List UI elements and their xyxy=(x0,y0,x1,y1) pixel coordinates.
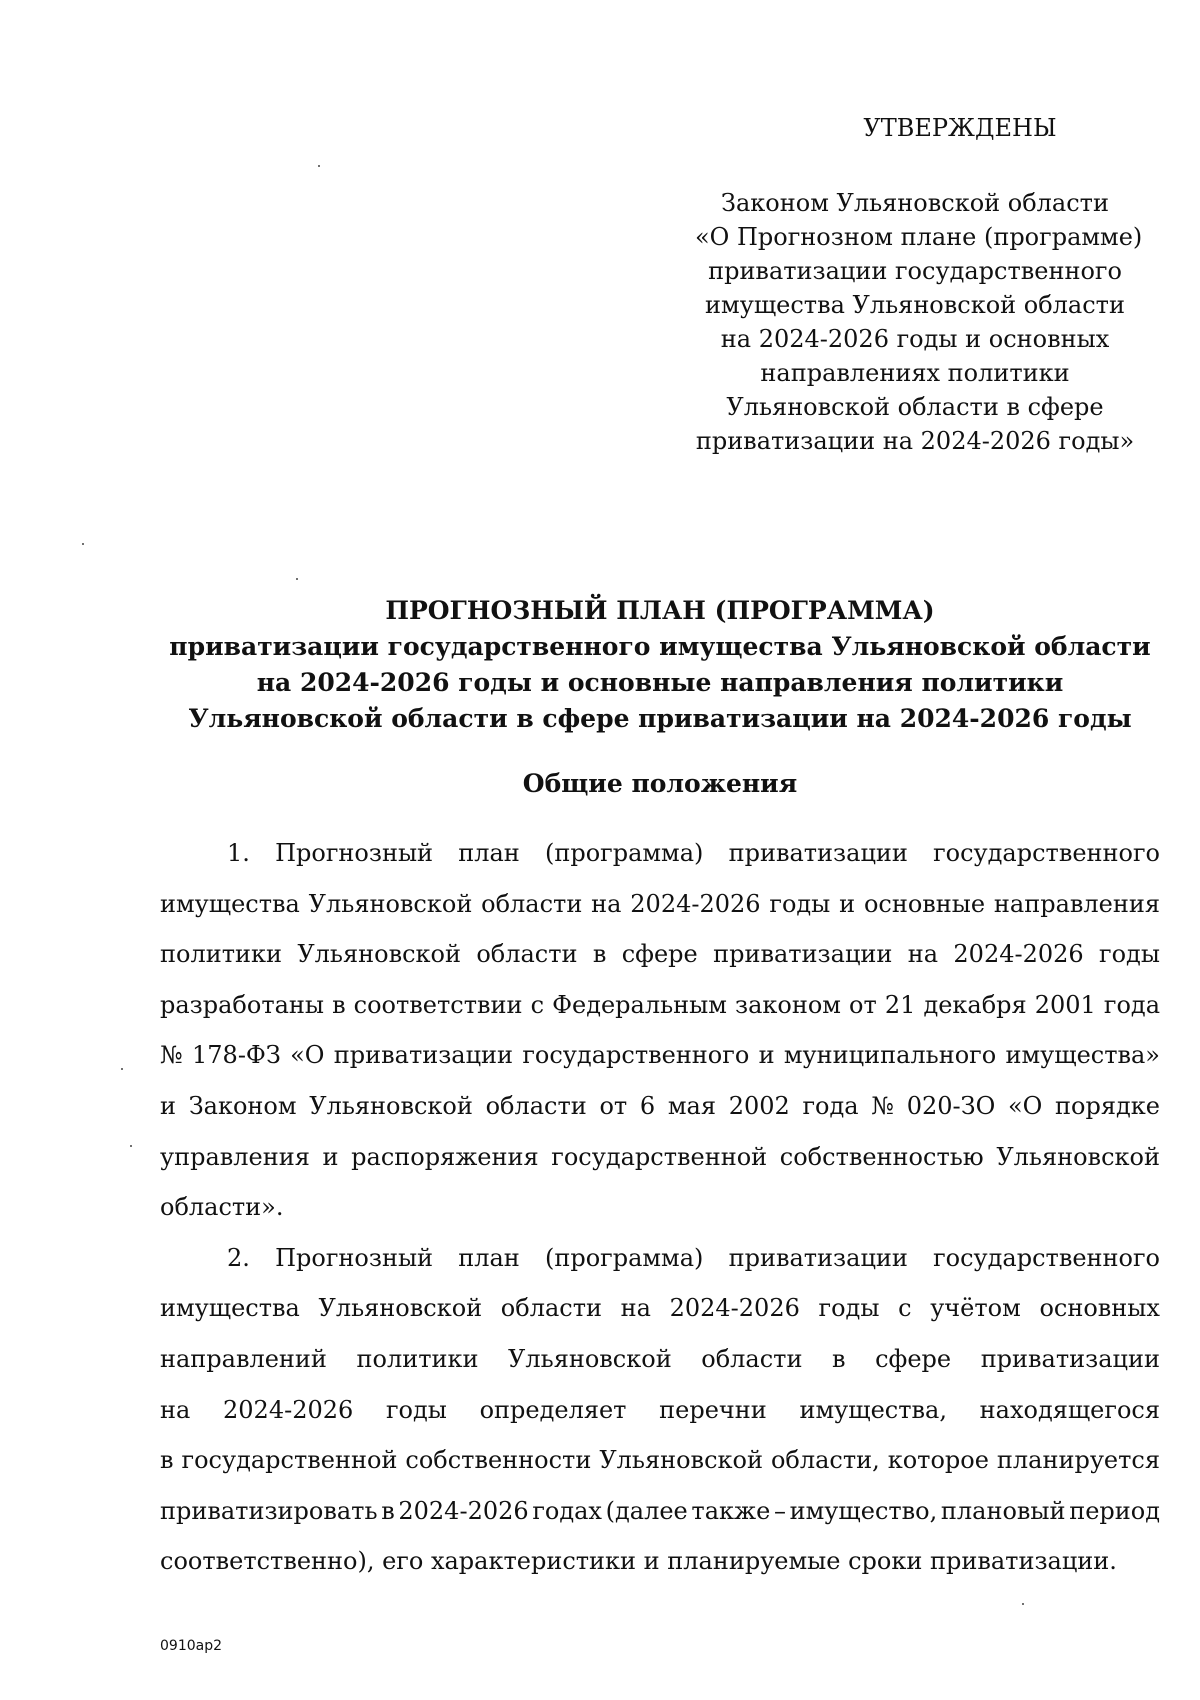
word: Ульяновской xyxy=(996,1142,1160,1171)
word: (далее xyxy=(605,1496,688,1525)
word: соответствии xyxy=(353,990,523,1019)
word: Ульяновской xyxy=(297,940,461,969)
word: годах xyxy=(532,1496,602,1525)
word: – xyxy=(773,1496,786,1525)
word: 6 xyxy=(639,1091,656,1120)
word: план xyxy=(458,1243,520,1272)
title-line: на 2024-2026 годы и основные направления политики xyxy=(256,668,1064,697)
word: 2001 xyxy=(1034,990,1096,1019)
word: приватизировать xyxy=(160,1496,378,1525)
word: и xyxy=(758,1041,775,1070)
word: 020-ЗО xyxy=(906,1091,996,1120)
title-line: ПРОГНОЗНЫЙ ПЛАН (ПРОГРАММА) xyxy=(385,596,935,625)
word: на xyxy=(160,1395,191,1424)
title-line: приватизации государственного имущества Ульяновской области xyxy=(169,632,1151,661)
word: Ульяновской xyxy=(599,1446,763,1475)
approval-line: Ульяновской области в сфере xyxy=(726,393,1104,421)
word: года xyxy=(802,1091,859,1120)
approval-line: приватизации государственного xyxy=(708,257,1122,285)
word: государственной xyxy=(551,1142,768,1171)
word: находящегося xyxy=(979,1395,1160,1424)
word: законом xyxy=(735,990,841,1019)
paragraph-line xyxy=(160,1486,1160,1537)
document-title xyxy=(160,593,1160,737)
word: разработаны xyxy=(160,990,325,1019)
word: Ульяновской xyxy=(308,889,473,918)
approval-line: «О Прогнозном плане (программе) xyxy=(695,223,1143,251)
word: в xyxy=(160,1446,174,1475)
word: от xyxy=(599,1091,628,1120)
word: области xyxy=(485,1091,587,1120)
word: 2. xyxy=(227,1243,250,1272)
word: в xyxy=(332,990,346,1019)
paragraph-line: соответственно), его характеристики и планируемые сроки приватизации. xyxy=(160,1547,1117,1576)
word: период xyxy=(1069,1496,1160,1525)
body-text xyxy=(160,828,1160,1587)
word: 21 xyxy=(884,990,916,1019)
paragraph-line xyxy=(160,1132,1160,1183)
title-line: Ульяновской области в сфере приватизации на 2024-2026 годы xyxy=(188,704,1132,733)
word: государственного xyxy=(933,1243,1160,1272)
paragraph-line xyxy=(160,1233,1160,1284)
word: муниципального xyxy=(783,1041,997,1070)
word: и xyxy=(839,889,856,918)
word: имущества, xyxy=(799,1395,947,1424)
word: имущества xyxy=(160,889,300,918)
word: и xyxy=(160,1091,176,1120)
word: в xyxy=(592,940,607,969)
word: политики xyxy=(356,1344,479,1373)
word: приватизации xyxy=(728,839,908,867)
word: года xyxy=(1103,990,1160,1019)
approval-line: направлениях политики xyxy=(760,359,1070,387)
word: учётом xyxy=(930,1294,1021,1323)
word: плановый xyxy=(940,1496,1066,1525)
word: Ульяновской xyxy=(318,1294,483,1323)
word: приватизации xyxy=(728,1243,908,1272)
approved-label: УТВЕРЖДЕНЫ xyxy=(863,114,1057,142)
word: области xyxy=(476,940,578,969)
word: 2002 xyxy=(728,1091,790,1120)
footer-code: 0910ap2 xyxy=(160,1638,223,1654)
paragraph-line xyxy=(160,1030,1160,1081)
word: также xyxy=(691,1496,771,1525)
approval-line: на 2024-2026 годы и основных xyxy=(720,325,1110,353)
word: области xyxy=(500,1294,602,1323)
word: сфере xyxy=(875,1344,952,1373)
word: 2024-2026 xyxy=(953,940,1084,969)
section-title: Общие положения xyxy=(522,769,798,798)
word: годы xyxy=(1099,940,1160,969)
word: (программа) xyxy=(544,839,704,867)
word: мая xyxy=(667,1091,716,1120)
paragraph-line xyxy=(160,1081,1160,1132)
word: области xyxy=(481,889,583,918)
approval-text xyxy=(695,186,1143,458)
word: приватизации xyxy=(713,940,893,969)
paragraph-1 xyxy=(160,828,1160,1233)
scan-speck xyxy=(130,1145,132,1147)
approval-block xyxy=(695,112,1143,458)
word: № xyxy=(160,1041,183,1070)
word: 2024-2026 xyxy=(669,1294,800,1323)
paragraph-line xyxy=(160,1435,1160,1486)
paragraph-2 xyxy=(160,1233,1160,1587)
word: «О xyxy=(1007,1091,1043,1120)
word: 2024-2026 xyxy=(630,889,761,918)
word: в xyxy=(832,1344,846,1373)
word: сфере xyxy=(621,940,698,969)
word: области, xyxy=(770,1446,880,1475)
word: собственности xyxy=(405,1446,592,1475)
word: от xyxy=(849,990,877,1019)
word: Законом xyxy=(188,1091,297,1120)
word: с xyxy=(898,1294,912,1323)
word: годы xyxy=(769,889,831,918)
word: основные xyxy=(863,889,986,918)
word: план xyxy=(458,839,520,867)
approval-line: имущества Ульяновской области xyxy=(705,291,1125,319)
word: приватизации xyxy=(333,1041,514,1070)
paragraph-line xyxy=(160,828,1160,879)
word: на xyxy=(907,940,939,969)
word: планируется xyxy=(996,1446,1160,1475)
word: имущество, xyxy=(789,1496,938,1525)
word: имущества» xyxy=(1005,1041,1160,1070)
word: направления xyxy=(993,889,1160,918)
word: приватизации xyxy=(980,1344,1160,1373)
word: государственной xyxy=(181,1446,398,1475)
word: годы xyxy=(385,1395,447,1424)
word: политики xyxy=(160,940,282,969)
word: направлений xyxy=(160,1344,327,1373)
word: управления xyxy=(160,1142,310,1171)
scan-speck xyxy=(82,543,84,545)
word: Прогнозный xyxy=(275,839,434,867)
word: на xyxy=(620,1294,651,1323)
word: Ульяновской xyxy=(309,1091,473,1120)
word: имущества xyxy=(160,1294,300,1323)
word: порядке xyxy=(1055,1091,1160,1120)
word: в xyxy=(381,1496,395,1525)
paragraph-line: области». xyxy=(160,1193,284,1222)
word: № xyxy=(871,1091,895,1120)
word: 1. xyxy=(227,839,250,867)
word: которое xyxy=(887,1446,989,1475)
word: и xyxy=(322,1142,339,1171)
word: с xyxy=(530,990,545,1019)
word: распоряжения xyxy=(351,1142,539,1171)
paragraph-line xyxy=(160,1283,1160,1334)
word: 2024-2026 xyxy=(398,1496,529,1525)
scan-speck xyxy=(296,578,298,580)
word: декабря xyxy=(923,990,1027,1019)
word: собственностью xyxy=(779,1142,984,1171)
word: основных xyxy=(1039,1294,1160,1323)
word: Федеральным xyxy=(552,990,727,1019)
word: Ульяновской xyxy=(508,1344,672,1373)
paragraph-line xyxy=(160,1385,1160,1436)
word: 2024-2026 xyxy=(223,1395,354,1424)
word: годы xyxy=(818,1294,880,1323)
word: области xyxy=(701,1344,803,1373)
paragraph-line xyxy=(160,980,1160,1031)
approval-line: Законом Ульяновской области xyxy=(721,189,1109,217)
word: перечни xyxy=(659,1395,767,1424)
paragraph-line xyxy=(160,1334,1160,1385)
paragraph-line xyxy=(160,879,1160,930)
word: (программа) xyxy=(544,1243,704,1272)
word: на xyxy=(591,889,622,918)
word: «О xyxy=(290,1041,325,1070)
word: 178-ФЗ xyxy=(192,1041,281,1070)
word: Прогнозный xyxy=(275,1243,434,1272)
paragraph-line xyxy=(160,929,1160,980)
scan-speck xyxy=(121,1068,123,1070)
scan-speck xyxy=(318,165,320,167)
word: определяет xyxy=(479,1395,627,1424)
scan-speck xyxy=(1022,1603,1024,1605)
word: государственного xyxy=(522,1041,750,1070)
approval-line: приватизации на 2024-2026 годы» xyxy=(695,427,1135,455)
word: государственного xyxy=(933,839,1160,867)
